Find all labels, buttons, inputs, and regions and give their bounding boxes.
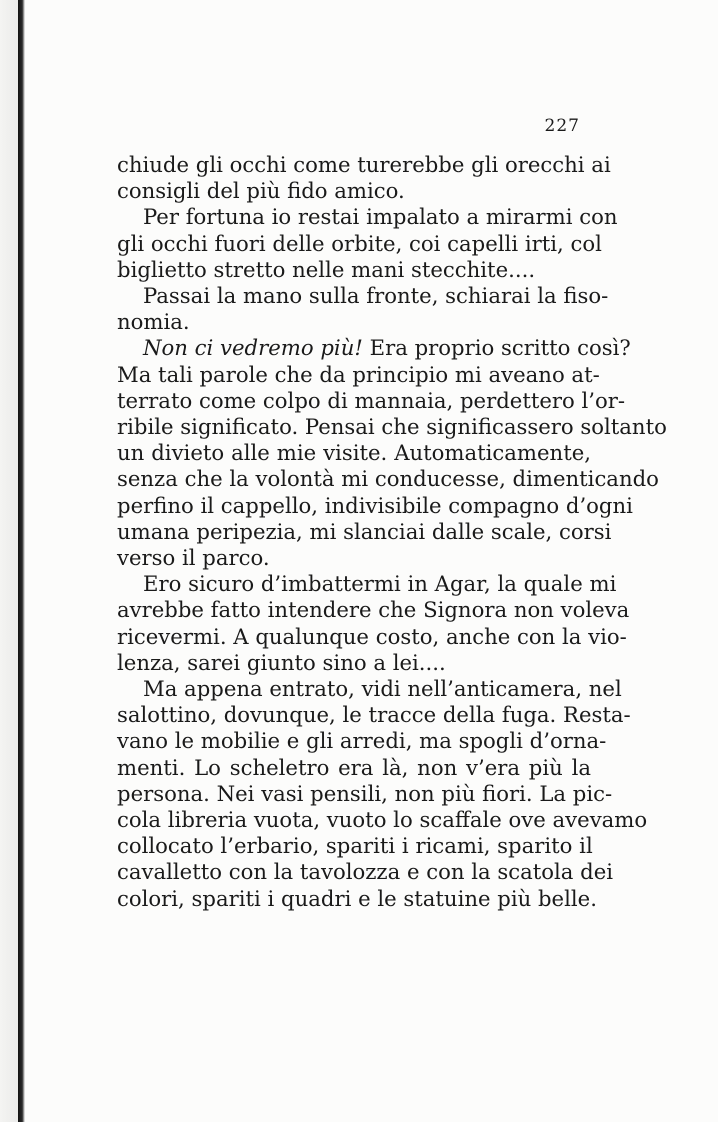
text-line: terrato come colpo di mannaia, perdettero l’or-: [117, 387, 626, 413]
text-line: consigli del più fido amico.: [117, 178, 405, 204]
text-line: ricevermi. A qualunque costo, anche con la vio-: [117, 623, 627, 649]
text-line: Passai la mano sulla fronte, schiarai la fiso-: [143, 283, 609, 309]
text-line: verso il parco.: [117, 545, 270, 571]
body-text: [117, 152, 667, 912]
text-line: Ero sicuro d’imbattermi in Agar, la quale mi: [143, 571, 617, 597]
text-line: persona. Nei vasi pensili, non più fiori. La pic-: [117, 780, 613, 806]
text-segment: Era proprio scritto così?: [362, 335, 631, 361]
text-line: un divieto alle mie visite. Automaticamente,: [117, 440, 591, 466]
text-line: Ma tali parole che da principio mi aveano at-: [117, 361, 600, 387]
text-line: ribile significato. Pensai che significassero soltanto: [117, 414, 667, 440]
text-line: salottino, dovunque, le tracce della fuga. Resta-: [117, 702, 631, 728]
text-line: senza che la volontà mi conducesse, dimenticando: [117, 466, 659, 492]
italic-quote: Non ci vedremo più!: [143, 335, 363, 361]
text-line: collocato l’erbario, spariti i ricami, sparito il: [117, 833, 593, 859]
text-line: perfino il cappello, indivisibile compagno d’ogni: [117, 492, 633, 518]
text-line: colori, spariti i quadri e le statuine più belle.: [117, 885, 597, 911]
text-line: gli occhi fuori delle orbite, coi capelli irti, col: [117, 230, 602, 256]
binding-margin: [0, 0, 18, 1122]
text-line: cola libreria vuota, vuoto lo scaffale ove avevamo: [117, 807, 648, 833]
text-line: cavalletto con la tavolozza e con la scatola dei: [117, 859, 614, 885]
text-line: avrebbe fatto intendere che Signora non voleva: [117, 597, 630, 623]
text-line: Ma appena entrato, vidi nell’anticamera, nel: [143, 676, 622, 702]
text-line: lenza, sarei giunto sino a lei....: [117, 649, 446, 675]
text-line: menti. Lo scheletro era là, non v’era più la: [117, 754, 591, 780]
text-line: Per fortuna io restai impalato a mirarmi con: [143, 204, 618, 230]
text-line: umana peripezia, mi slanciai dalle scale, corsi: [117, 518, 612, 544]
binding-edge: [18, 0, 25, 1122]
text-line: vano le mobilie e gli arredi, ma spogli d’orna-: [117, 728, 607, 754]
text-line: biglietto stretto nelle mani stecchite....: [117, 256, 536, 282]
text-line: chiude gli occhi come turerebbe gli orecchi ai: [117, 152, 611, 177]
text-line: nomia.: [117, 309, 190, 335]
text-line: [117, 335, 631, 361]
page-number: 227: [544, 116, 580, 136]
